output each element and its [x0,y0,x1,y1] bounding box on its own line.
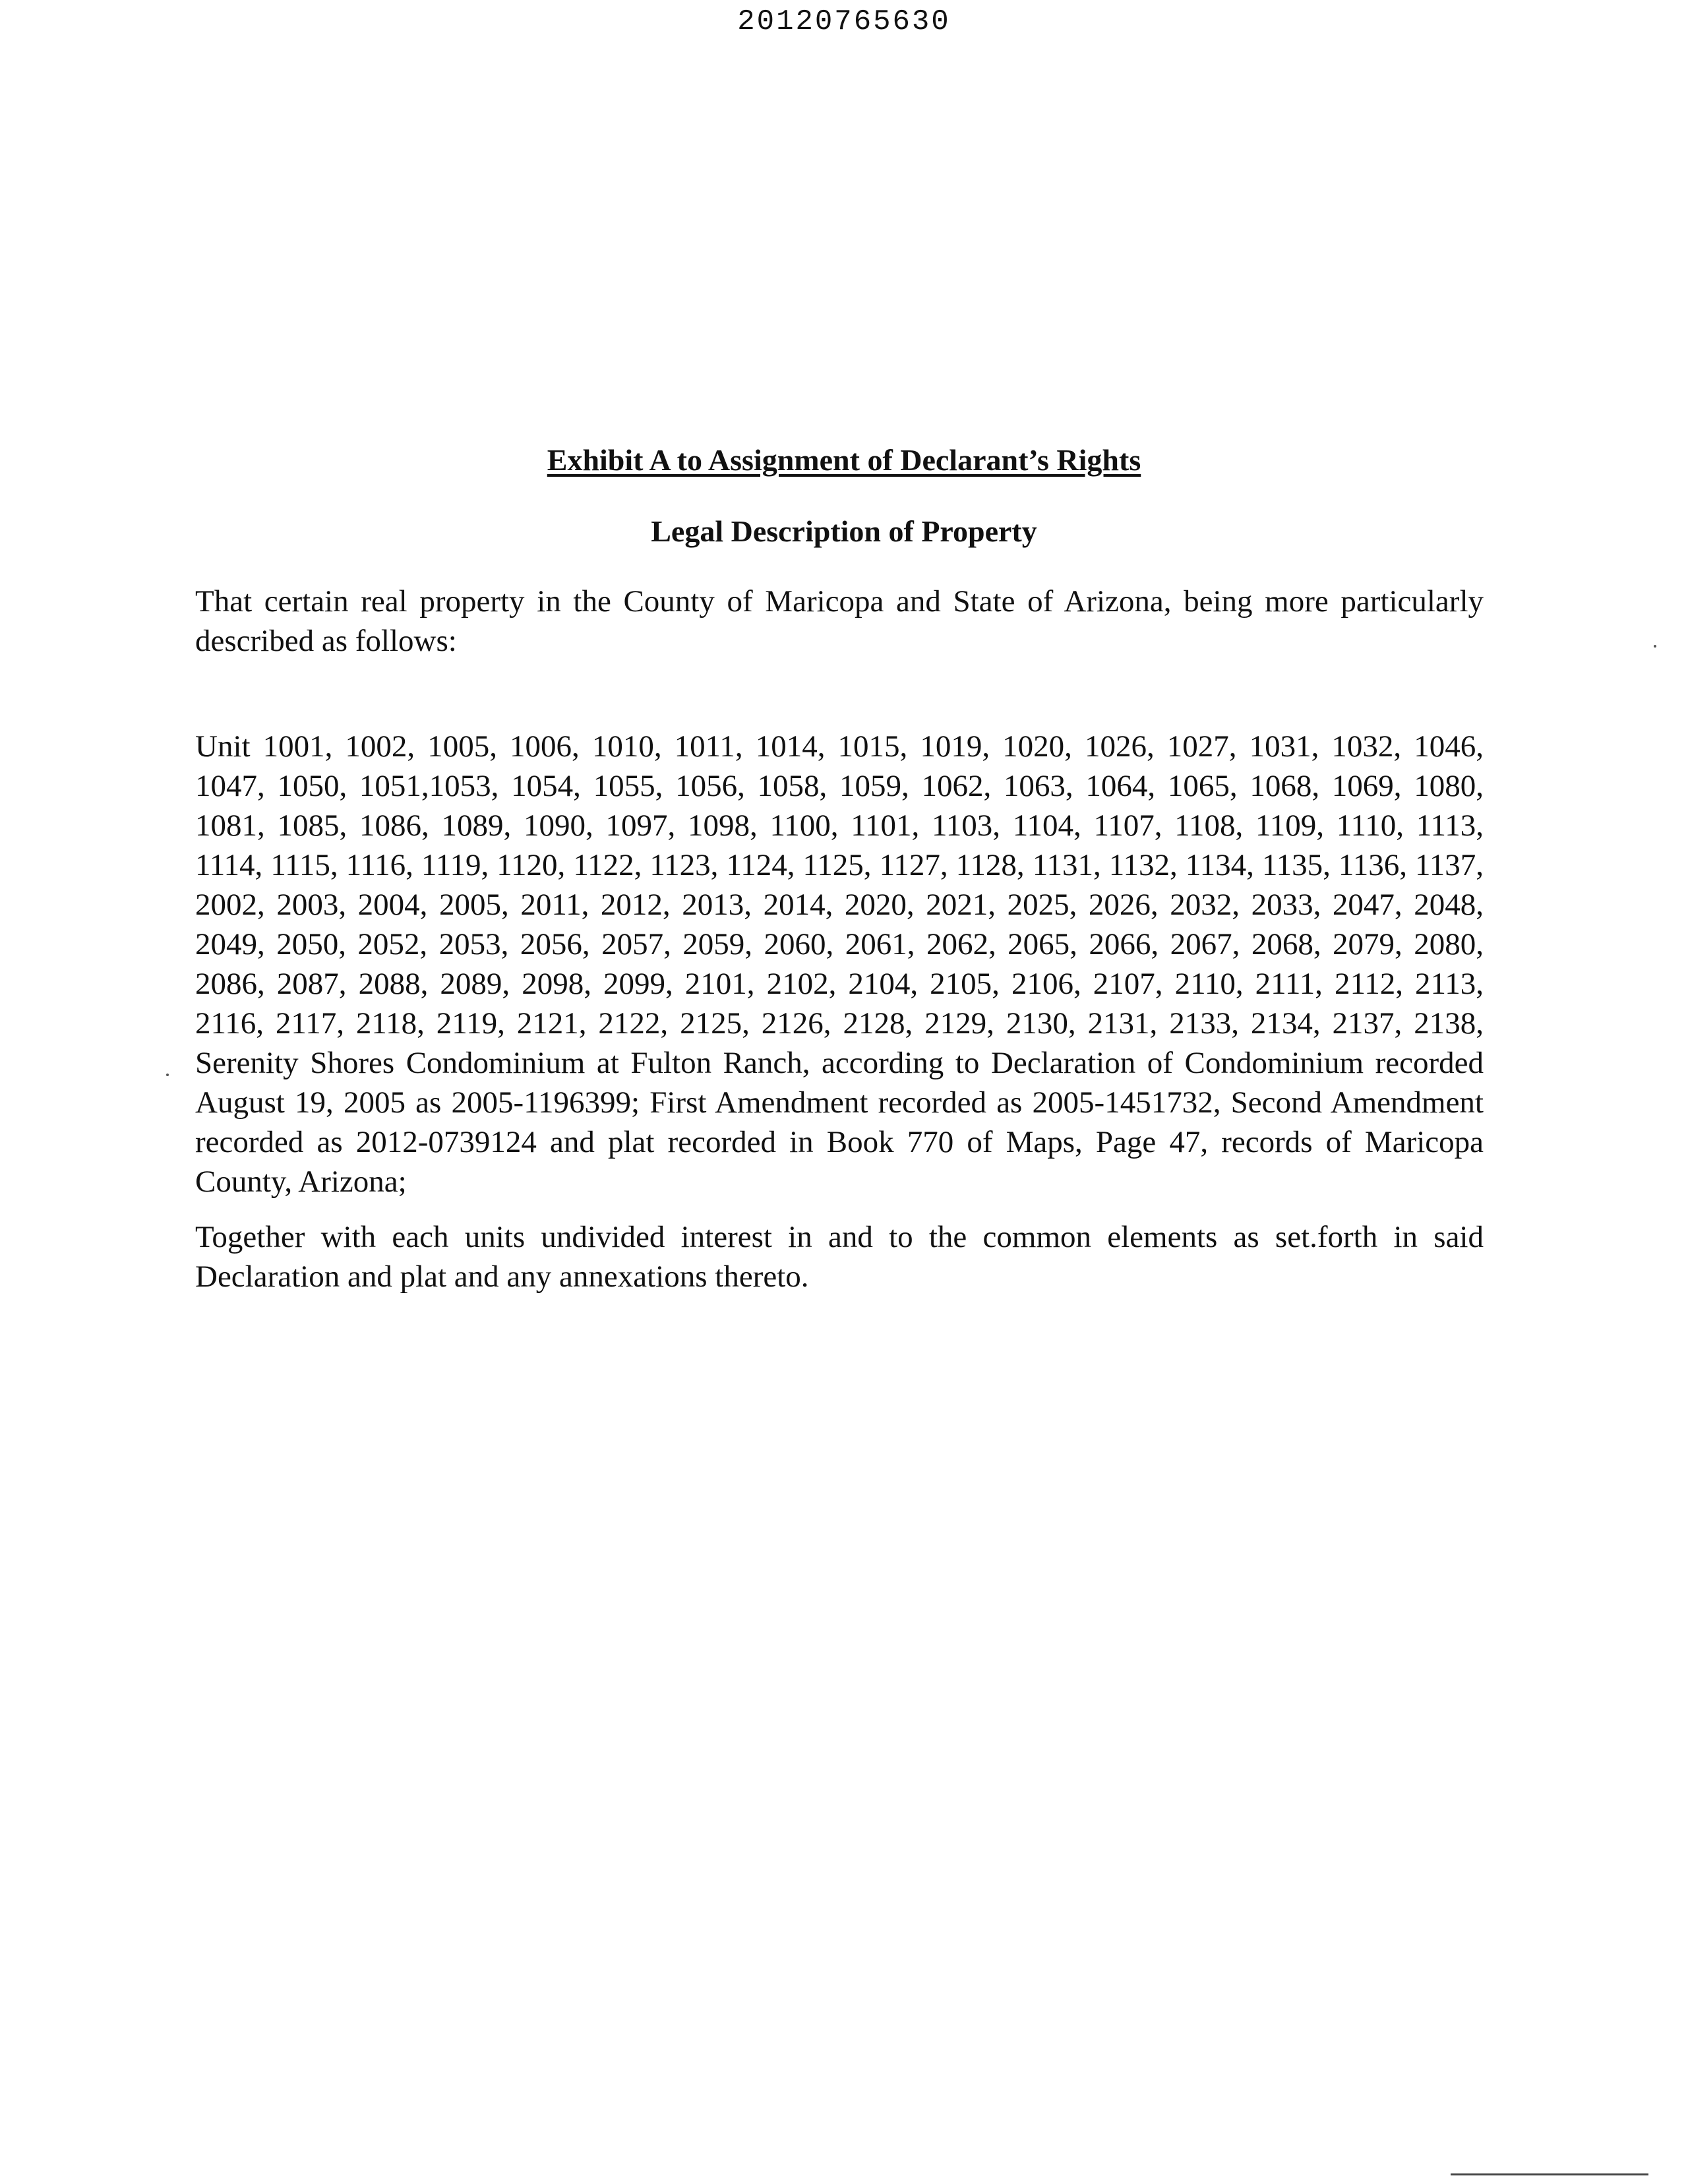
exhibit-title: Exhibit A to Assignment of Declarant’s Rights [547,443,1141,477]
common-elements-paragraph: Together with each units undivided interest in and to the common elements as set.forth in said Declaration and plat and any annexations thereto. [195,1220,1484,1294]
intro-paragraph: That certain real property in the County of Maricopa and State of Arizona, being more particularly described as follows: [195,584,1484,658]
scan-speck [166,1074,169,1076]
footer-rule [1451,2173,1648,2175]
units-paragraph: Unit 1001, 1002, 1005, 1006, 1010, 1011, 1014, 1015, 1019, 1020, 1026, 1027, 1031, 1032, 1046, 1047, 1050, 1051,1053, 1054, 1055, 1056, 1058, 1059, 1062, 1063, 1064, 1065, 1068, 1069, 1080, 1081, 1085, 1086, 1089, 1090, 1097, 1098, 1100, 1101, 1103, 1104, 1107, 1108, 1109, 1110, 1113, 1114, 1115, 1116, 1119, 1120, 1122, 1123, 1124, 1125, 1127, 1128, 1131, 1132, 1134, 1135, 1136, 1137, 2002, 2003, 2004, 2005, 2011, 2012, 2013, 2014, 2020, 2021, 2025, 2026, 2032, 2033, 2047, 2048, 2049, 2050, 2052, 2053, 2056, 2057, 2059, 2060, 2061, 2062, 2065, 2066, 2067, 2068, 2079, 2080, 2086, 2087, 2088, 2089, 2098, 2099, 2101, 2102, 2104, 2105, 2106, 2107, 2110, 2111, 2112, 2113, 2116, 2117, 2118, 2119, 2121, 2122, 2125, 2126, 2128, 2129, 2130, 2131, 2133, 2134, 2137, 2138, Serenity Shores Condominium at Fulton Ranch, according to Declaration of Condominium recorded August 19, 2005 as 2005-1196399; First Amendment recorded as 2005-1451732, Second Amendment recorded as 2012-0739124 and plat recorded in Book 770 of Maps, Page 47, records of Maricopa County, Arizona; [195,729,1484,1199]
legal-description-heading: Legal Description of Property [651,514,1037,548]
recording-number: 20120765630 [737,5,951,38]
scan-speck [1654,645,1656,648]
